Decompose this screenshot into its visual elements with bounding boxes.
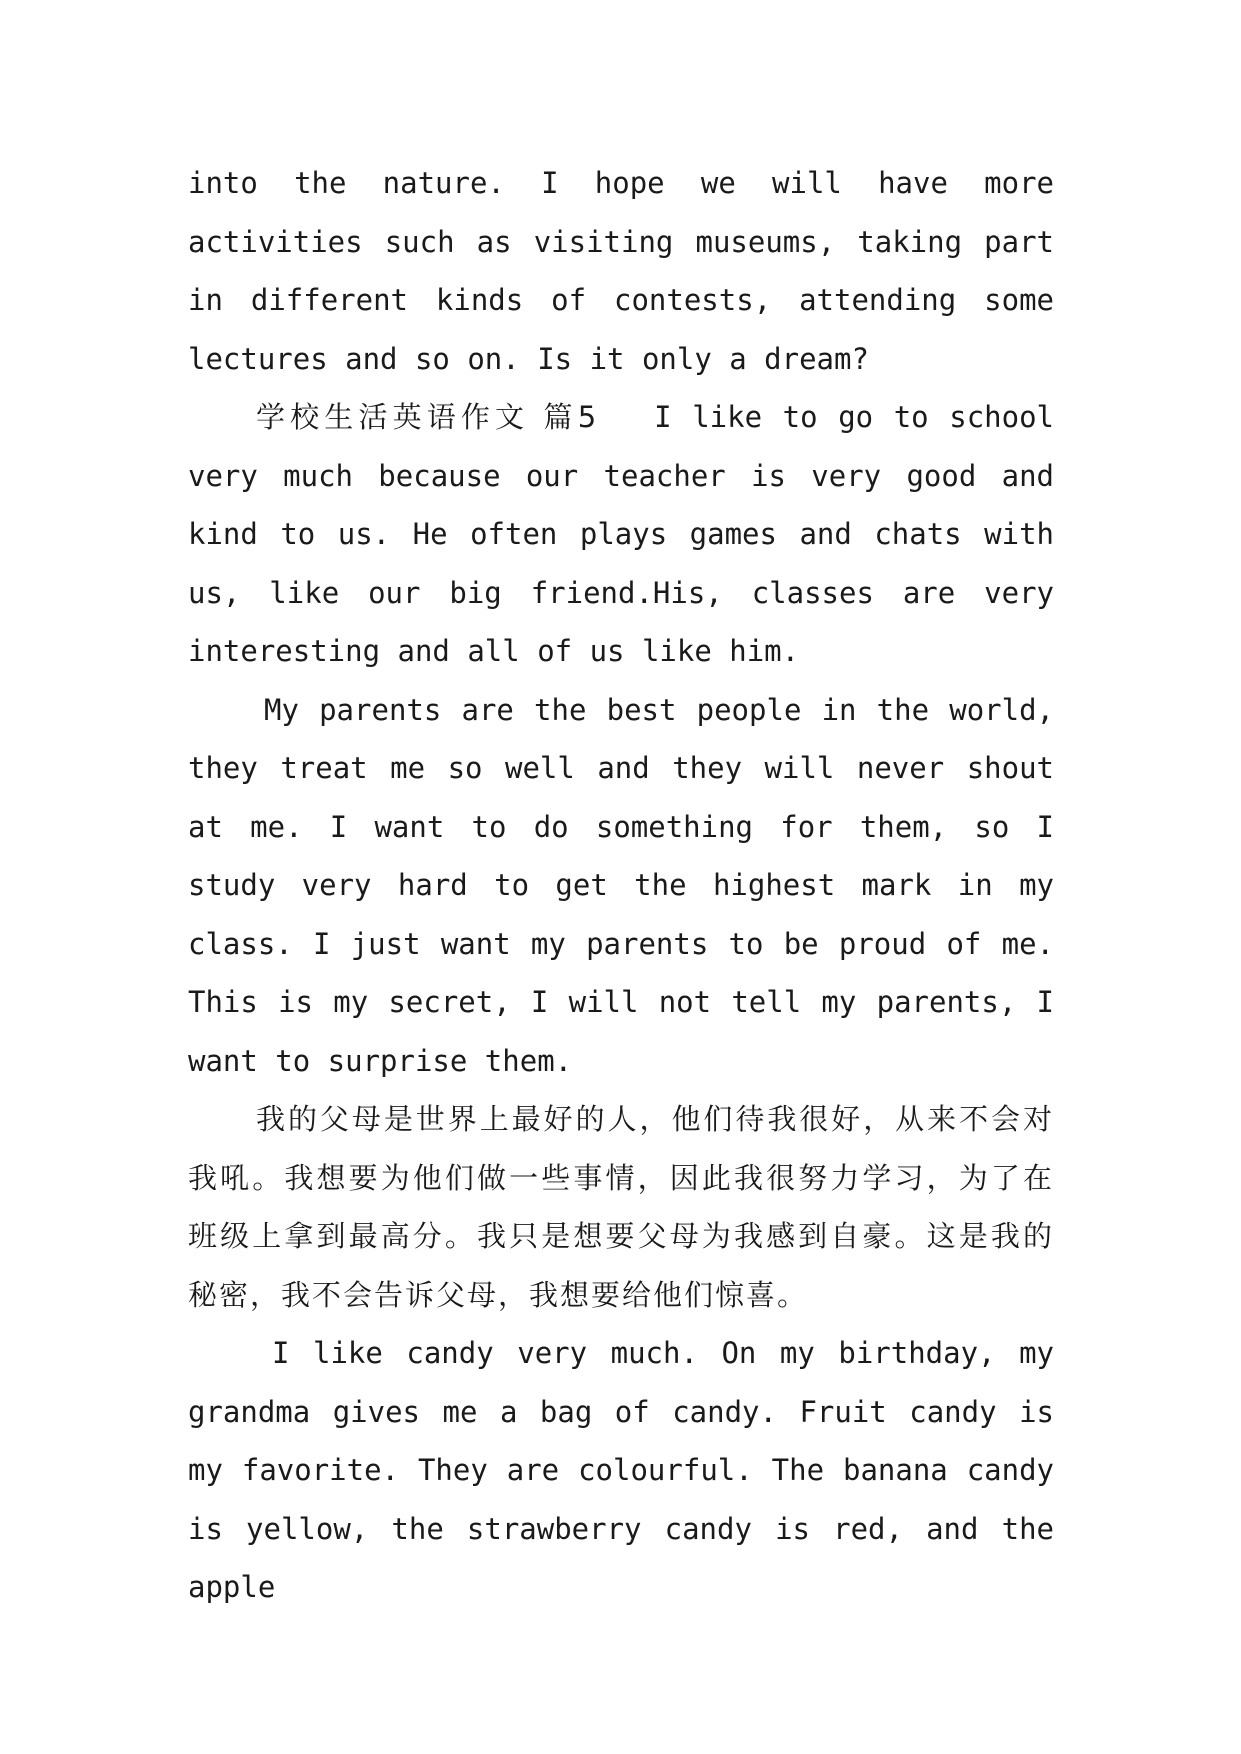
paragraph-2-text: I like to go to school very much because our teacher is very good and kind to us. He often plays games and chats with us, like our big friend.His, classes are very interesting and all of us like him. — [188, 400, 1055, 668]
section-heading: 学校生活英语作文 篇5 — [256, 400, 599, 434]
paragraph-5: I like candy very much. On my birthday, my grandma gives me a bag of candy. Fruit candy is my favorite. They are colourful. The banana candy is yellow, the strawberry candy is red, and the apple — [188, 1336, 1054, 1604]
paragraph-3: My parents are the best people in the world, they treat me so well and they will never shout at me. I want to do something for them, so I study very hard to get the highest mark in my class. I just want my parents to be proud of me. This is my secret, I will not tell my parents, I want to surprise them. — [188, 692, 1054, 1078]
paragraph-1: into the nature. I hope we will have more activities such as visiting museums, taking part in different kinds of contests, attending some lectures and so on. Is it only a dream? — [188, 166, 1054, 376]
document-body — [188, 154, 1054, 1617]
paragraph-2 — [188, 388, 1054, 681]
paragraph-4-chinese: 我的父母是世界上最好的人，他们待我很好，从来不会对我吼。我想要为他们做一些事情，因此我很努力学习，为了在班级上拿到最高分。我只是想要父母为我感到自豪。这是我的秘密，我不会告诉父母，我想要给他们惊喜。 — [188, 1102, 1054, 1312]
